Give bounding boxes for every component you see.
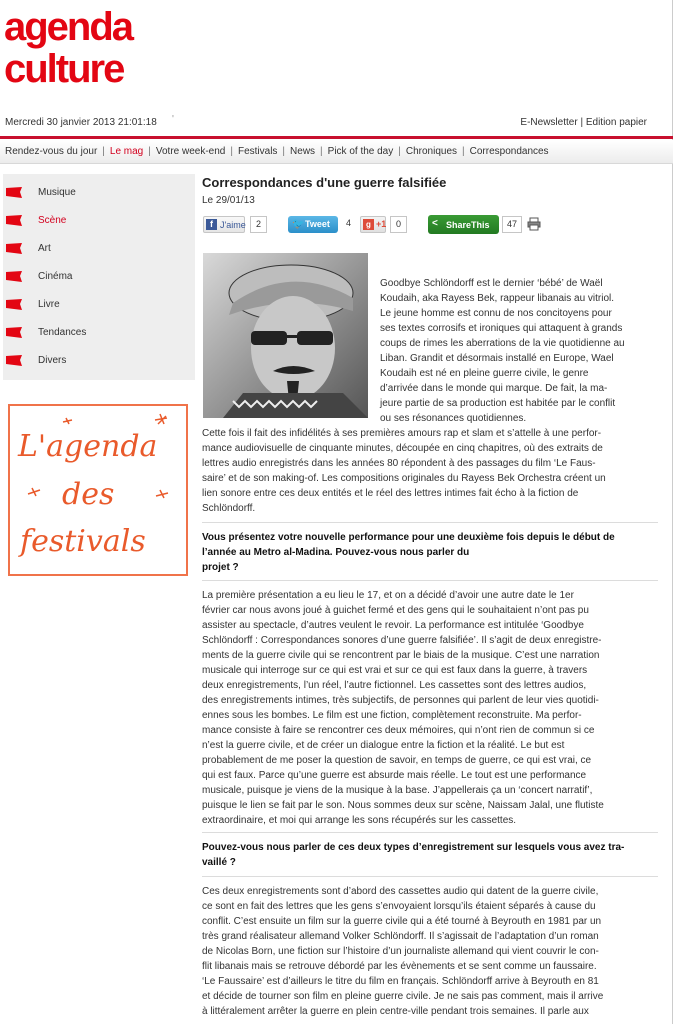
sharethis-label: ShareThis [446,220,490,230]
divider [202,876,658,877]
header-red-rule [0,136,673,139]
text-line: mance audiovisuelle de cinquante minutes, découpée en cinq chapitres, où des extraits de [202,443,603,454]
sidebar-item-label: Cinéma [38,271,73,282]
article-paragraph-1 [202,426,658,516]
flag-icon [6,355,22,366]
text-line: ce sont en fait des lettres que les gens s’envoyaient lorsqu’ils étaient séparés à cause du [202,901,596,912]
article-photo [203,253,368,418]
sidebar-menu [3,174,195,380]
article-date: Le 29/01/13 [202,195,255,206]
text-line: ses textes corrosifs et ironiques qui attaquent à grands [380,323,623,334]
sidebar-item-tendances[interactable] [3,318,195,346]
sidebar-item-divers[interactable] [3,346,195,374]
current-datetime: Mercredi 30 janvier 2013 21:01:18 [5,117,157,128]
text-line: ou ses résonances quotidiennes. [380,413,527,424]
text-line: de Nicolas Born, une fiction sur l’histoire d’un journaliste allemand qui vient couvrir le con- [202,946,599,957]
nav-separator: | [102,146,105,157]
divider [202,580,658,581]
tweet-count: 4 [345,218,351,228]
text-line: jeure partie de sa production est habitée par le conflit [380,398,616,409]
festivals-banner-art [10,406,186,574]
twitter-bird-icon: 🐦 [292,219,305,230]
tweet-button[interactable] [288,216,338,233]
text-line: Goodbye Schlöndorff est le dernier ‘bébé’ de Waël [380,278,603,289]
text-line: extraordinaire, et moi qui arrange les sons récupérés sur les cassettes. [202,815,517,826]
text-line: l’année au Metro al-Madina. Pouvez-vous nous parler du [202,547,470,558]
nav-separator: | [282,146,286,157]
sharethis-count: 47 [502,216,522,233]
text-line: Koudaih est né en pleine guerre civile, le genre [380,368,589,379]
nav-separator: | [148,146,151,157]
sidebar-item-label: Art [38,243,51,254]
logo-line-2: culture [4,47,124,91]
nav-separator: | [398,146,401,157]
text-line: ennes sous les bombes. Le film est une fiction, complètement reconstruite. Ma perfor- [202,710,582,721]
flag-icon [6,299,22,310]
nav-item-correspondances[interactable]: Correspondances [469,146,549,157]
festivals-line-2: des [62,477,115,512]
divider-tick: ' [172,114,174,125]
header-links [520,117,647,128]
nav-item-rendez-vous[interactable]: Rendez-vous du jour [5,146,98,157]
text-line: Schlöndorff : Correspondances sonores d’une guerre falsifiée’. Il s’agit de deux enregistre- [202,635,602,646]
sharethis-button[interactable] [428,215,499,234]
text-line: Liban. Grandit et désormais installé en Europe, Wael [380,353,614,364]
divider [202,522,658,523]
text-line: puisque le lien se fait par le son. Nous sommes deux sur scène, Naissam Jalal, une flutiste [202,800,604,811]
text-line: février car nous avons joué à guichet fermé et des gens qui le souhaitaient n’ont pas pu [202,605,589,616]
site-logo[interactable] [4,5,133,106]
interview-answer-2 [202,884,658,1019]
print-icon[interactable] [527,217,541,231]
text-line: conflit. C’est ensuite un film sur la guerre civile qui a été tourné à Beyrouth en 1981 par un [202,916,602,927]
text-line: n’est la guerre civile, et de créer un dialogue entre la fiction et la réalité. Le but est [202,740,565,751]
text-line: vaillé ? [202,857,236,868]
text-line: et décide de tourner son film en pleine guerre civile. Je ne sais pas comment, mais il arrive [202,991,604,1002]
sidebar-item-musique[interactable] [3,178,195,206]
google-plus-count: 0 [390,216,407,233]
sidebar-item-label: Livre [38,299,60,310]
text-line: d’arrivée dans le monde qui marque. De fait, la ma- [380,383,608,394]
nav-item-chroniques[interactable]: Chroniques [405,146,458,157]
sidebar-item-label: Tendances [38,327,87,338]
text-line: musicale, puisque je viens de la musique à la base. J’appellerais ça un ‘concert narratif’, [202,785,593,796]
text-line: saire’ et de son making-of. Les compositions originales du Rayess Bek Orchestra créent un [202,473,606,484]
sidebar-item-scene[interactable] [3,206,195,234]
nav-separator: | [320,146,323,157]
sidebar-item-label: Scène [38,215,67,226]
text-line: projet ? [202,562,239,573]
flag-icon [6,243,22,254]
interview-answer-1 [202,588,658,828]
portrait-image [203,253,368,418]
nav-item-news[interactable]: News [290,146,316,157]
interview-question-1 [202,530,658,575]
article-title: Correspondances d'une guerre falsifiée [202,175,447,190]
text-line: Vous présentez votre nouvelle performance pour une deuxième fois depuis le début de [202,532,615,543]
text-line: La première présentation a eu lieu le 17, et on a décidé d’avoir une autre date le 1er [202,590,574,601]
text-line: ‘Le Faussaire’ est d’ailleurs le titre du film en français. Schlöndorff arrive à Beyrouth en 81 [202,976,599,987]
text-line: très grand réalisateur allemand Volker Schlöndorff. Il s’agissait de l’adaptation d’un roman [202,931,599,942]
text-line: Cette fois il fait des infidélités à ses premières amours rap et slam et s’attelle à une perfor- [202,428,602,439]
sidebar-item-art[interactable] [3,234,195,262]
text-line: flit libanais mais se retrouve débordé par les évènements et se sent comme un faussaire. [202,961,597,972]
text-line: qui est faux. Parce qu’une guerre est absurde mais réelle. Le tout est une performance [202,770,587,781]
tweet-label: Tweet [305,219,330,229]
header-link-separator: | [580,117,584,128]
festivals-banner[interactable] [8,404,188,576]
festivals-line-1: L'agenda [18,429,158,464]
text-line: musicale qui interroge sur ce qui est vrai et sur ce qui est faux dans la guerre, à travers [202,665,588,676]
google-plus-icon: g [363,219,374,230]
text-line: mance consiste à faire se rencontrer ces deux mémoires, qui n’ont rien de commun si ce [202,725,595,736]
text-line: assister au spectacle, d’autres veulent le revoir. La performance est intitulée ‘Goodbye [202,620,584,631]
text-line: probablement de me poser la question de savoir, en temps de guerre, ce qui est vrai, ce [202,755,592,766]
google-plus-button[interactable] [360,216,386,233]
nav-separator: | [230,146,233,157]
enewsletter-link[interactable]: E-Newsletter [520,117,578,128]
text-line: à littéralement arrêter la guerre en plein centre-ville pendant trois semaines. Il parle aux [202,1006,589,1017]
flag-icon [6,187,22,198]
flag-icon [6,215,22,226]
text-line: Pouvez-vous nous parler de ces deux types d’enregistrement sur lesquels vous avez tra- [202,842,625,853]
logo-line-1: agenda [4,5,133,49]
text-line: coups de rimes les aberrations de la vie quotidienne au [380,338,625,349]
flag-icon [6,327,22,338]
flag-icon [6,271,22,282]
facebook-like-button[interactable] [203,216,245,233]
sidebar-item-cinema[interactable] [3,262,195,290]
edition-papier-link[interactable]: Edition papier [585,117,647,128]
divider [202,832,658,833]
facebook-like-label: J'aime [220,220,246,230]
facebook-like-count: 2 [250,216,267,233]
text-line: des enregistrements intimes, très subjectifs, de personnes qui parlent de leur vies quotidi- [202,695,599,706]
text-line: deux enregistrements, l’un réel, l’autre fictionnel. Les cassettes sont des lettres audios, [202,680,587,691]
text-line: ments de la guerre civile qui se rencontrent par le biais de la musique. C’est une narration [202,650,600,661]
text-line: lien sonore entre ces deux entités et le réel des lettres intimes fait écho à la fiction de [202,488,579,499]
top-bar [0,112,673,138]
facebook-icon: f [206,219,217,230]
nav-separator: | [462,146,465,157]
nav-item-week-end[interactable]: Votre week-end [155,146,226,157]
nav-item-pick-of-the-day[interactable]: Pick of the day [327,146,394,157]
sidebar-item-label: Musique [38,187,76,198]
sidebar-item-livre[interactable] [3,290,195,318]
article-intro [380,276,658,426]
share-icon: < [432,218,438,229]
text-line: Ces deux enregistrements sont d’abord des cassettes audio qui datent de la guerre civile, [202,886,599,897]
text-line: Le jeune homme est connu de nos concitoyens pour [380,308,612,319]
text-line: lettres audio enregistrés dans les années 80 répondent à des passages du film ‘Le Faus- [202,458,596,469]
nav-item-festivals[interactable]: Festivals [237,146,278,157]
interview-question-2 [202,840,658,870]
nav-item-le-mag[interactable]: Le mag [109,146,144,157]
google-plus-label: +1 [376,219,387,229]
text-line: Koudaih, aka Rayess Bek, rappeur libanais au vitriol. [380,293,615,304]
main-nav [0,140,673,164]
text-line: Schlöndorff. [202,503,256,514]
festivals-line-3: festivals [20,524,146,559]
sidebar-item-label: Divers [38,355,67,366]
